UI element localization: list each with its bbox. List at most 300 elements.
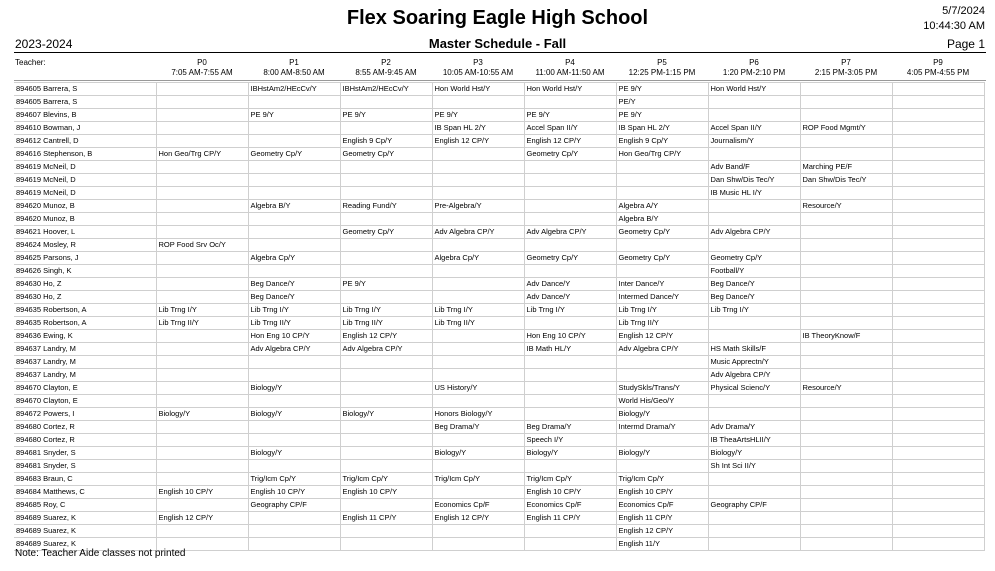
table-row xyxy=(14,187,984,200)
course-cell: English 12 CP/Y xyxy=(616,525,708,538)
course-cell: Marching PE/F xyxy=(800,161,892,174)
course-cell: Geometry Cp/Y xyxy=(524,148,616,161)
course-cell: Lib Trng I/Y xyxy=(616,304,708,317)
course-cell xyxy=(248,356,340,369)
teacher-cell: 894670 Clayton, E xyxy=(14,382,156,395)
course-cell: Lib Trng I/Y xyxy=(156,304,248,317)
teacher-cell: 894680 Cortez, R xyxy=(14,434,156,447)
course-cell: Sh Int Sci II/Y xyxy=(708,460,800,473)
teacher-cell: 894689 Suarez, K xyxy=(14,538,156,551)
course-cell: Beg Dance/Y xyxy=(248,291,340,304)
course-cell xyxy=(340,161,432,174)
course-cell xyxy=(800,525,892,538)
course-cell xyxy=(156,460,248,473)
course-cell xyxy=(892,226,984,239)
course-cell: English 10 CP/Y xyxy=(524,486,616,499)
course-cell xyxy=(800,109,892,122)
course-cell xyxy=(156,382,248,395)
course-cell xyxy=(156,525,248,538)
course-cell: Biology/Y xyxy=(248,382,340,395)
course-cell xyxy=(248,421,340,434)
course-cell xyxy=(248,96,340,109)
course-cell xyxy=(340,356,432,369)
course-cell xyxy=(340,187,432,200)
column-header-divider xyxy=(14,80,986,81)
course-cell xyxy=(616,369,708,382)
course-cell: English 12 CP/Y xyxy=(156,512,248,525)
course-cell xyxy=(800,408,892,421)
period-name: P3 xyxy=(473,58,483,67)
table-row xyxy=(14,265,984,278)
course-cell: Hon World Hst/Y xyxy=(708,83,800,96)
course-cell xyxy=(248,122,340,135)
course-cell xyxy=(892,291,984,304)
course-cell xyxy=(800,460,892,473)
course-cell: Biology/Y xyxy=(156,408,248,421)
course-cell xyxy=(892,369,984,382)
table-row xyxy=(14,330,984,343)
course-cell xyxy=(800,395,892,408)
course-cell: Adv Drama/Y xyxy=(708,421,800,434)
course-cell: ROP Food Mgmt/Y xyxy=(800,122,892,135)
course-cell xyxy=(800,447,892,460)
course-cell: PE 9/Y xyxy=(616,83,708,96)
course-cell xyxy=(432,486,524,499)
course-cell xyxy=(616,239,708,252)
course-cell xyxy=(892,317,984,330)
table-row xyxy=(14,395,984,408)
period-header-p1 xyxy=(248,58,340,78)
course-cell: Lib Trng I/Y xyxy=(524,304,616,317)
course-cell xyxy=(708,330,800,343)
course-cell: Adv Algebra CP/Y xyxy=(708,226,800,239)
course-cell xyxy=(800,187,892,200)
course-cell xyxy=(524,174,616,187)
course-cell xyxy=(708,525,800,538)
course-cell: Adv Dance/Y xyxy=(524,291,616,304)
teacher-cell: 894607 Blevins, B xyxy=(14,109,156,122)
course-cell: Hon World Hst/Y xyxy=(524,83,616,96)
course-cell xyxy=(248,369,340,382)
course-cell xyxy=(340,538,432,551)
course-cell xyxy=(156,161,248,174)
course-cell xyxy=(432,291,524,304)
table-row xyxy=(14,382,984,395)
course-cell xyxy=(340,395,432,408)
teacher-cell: 894670 Clayton, E xyxy=(14,395,156,408)
table-row xyxy=(14,109,984,122)
course-cell: English 11/Y xyxy=(616,538,708,551)
course-cell: English 10 CP/Y xyxy=(248,486,340,499)
course-cell xyxy=(156,278,248,291)
course-cell xyxy=(156,83,248,96)
course-cell xyxy=(340,447,432,460)
course-cell xyxy=(156,226,248,239)
course-cell: Biology/Y xyxy=(248,447,340,460)
course-cell xyxy=(432,174,524,187)
course-cell xyxy=(156,499,248,512)
course-cell: Algebra Cp/Y xyxy=(248,252,340,265)
course-cell: Hon Eng 10 CP/Y xyxy=(524,330,616,343)
course-cell: IB TheaArtsHLII/Y xyxy=(708,434,800,447)
course-cell xyxy=(708,395,800,408)
course-cell xyxy=(156,109,248,122)
course-cell xyxy=(340,239,432,252)
table-row xyxy=(14,317,984,330)
course-cell: Hon Eng 10 CP/Y xyxy=(248,330,340,343)
course-cell xyxy=(156,330,248,343)
course-cell: Resource/Y xyxy=(800,200,892,213)
table-row xyxy=(14,148,984,161)
course-cell xyxy=(524,538,616,551)
period-name: P1 xyxy=(289,58,299,67)
course-cell xyxy=(892,252,984,265)
course-cell xyxy=(800,252,892,265)
period-time: 1:20 PM-2:10 PM xyxy=(722,68,786,77)
course-cell: English 12 CP/Y xyxy=(340,330,432,343)
course-cell: PE 9/Y xyxy=(524,109,616,122)
teacher-cell: 894630 Ho, Z xyxy=(14,278,156,291)
report-title: Flex Soaring Eagle High School xyxy=(346,7,649,29)
course-cell: IB Math HL/Y xyxy=(524,343,616,356)
course-cell: Lib Trng I/Y xyxy=(340,304,432,317)
course-cell: English 11 CP/Y xyxy=(340,512,432,525)
course-cell xyxy=(340,265,432,278)
table-row xyxy=(14,304,984,317)
course-cell: Geometry Cp/Y xyxy=(340,226,432,239)
course-cell xyxy=(800,83,892,96)
course-cell xyxy=(340,291,432,304)
course-cell xyxy=(432,343,524,356)
course-cell xyxy=(248,239,340,252)
course-cell: Lib Trng II/Y xyxy=(432,317,524,330)
course-cell: PE 9/Y xyxy=(340,109,432,122)
course-cell xyxy=(892,109,984,122)
course-cell: Lib Trng I/Y xyxy=(432,304,524,317)
course-cell: Adv Algebra CP/Y xyxy=(248,343,340,356)
course-cell: Geometry Cp/Y xyxy=(340,148,432,161)
teacher-cell: 894619 McNeil, D xyxy=(14,174,156,187)
teacher-cell: 894689 Suarez, K xyxy=(14,525,156,538)
course-cell xyxy=(156,252,248,265)
school-year: 2023-2024 xyxy=(15,37,73,51)
course-cell: English 10 CP/Y xyxy=(156,486,248,499)
course-cell xyxy=(892,382,984,395)
course-cell xyxy=(708,239,800,252)
course-cell: Lib Trng II/Y xyxy=(248,317,340,330)
course-cell xyxy=(340,252,432,265)
course-cell xyxy=(524,382,616,395)
period-header-p3 xyxy=(432,58,524,78)
teacher-cell: 894612 Cantrell, D xyxy=(14,135,156,148)
course-cell xyxy=(340,174,432,187)
course-cell xyxy=(616,265,708,278)
course-cell xyxy=(248,512,340,525)
course-cell xyxy=(432,356,524,369)
course-cell xyxy=(156,473,248,486)
course-cell xyxy=(616,434,708,447)
course-cell xyxy=(524,265,616,278)
course-cell: Biology/Y xyxy=(616,447,708,460)
course-cell xyxy=(524,460,616,473)
course-cell: English 10 CP/Y xyxy=(340,486,432,499)
course-cell xyxy=(432,96,524,109)
period-header-p2 xyxy=(340,58,432,78)
period-time: 10:05 AM-10:55 AM xyxy=(442,68,514,77)
course-cell xyxy=(800,512,892,525)
course-cell xyxy=(432,265,524,278)
course-cell: Algebra B/Y xyxy=(616,213,708,226)
course-cell xyxy=(248,395,340,408)
teacher-column-header: Teacher: xyxy=(15,58,46,67)
teacher-cell: 894616 Stephenson, B xyxy=(14,148,156,161)
course-cell: Adv Algebra CP/Y xyxy=(432,226,524,239)
course-cell xyxy=(524,213,616,226)
course-cell xyxy=(248,265,340,278)
course-cell xyxy=(892,122,984,135)
table-row xyxy=(14,252,984,265)
course-cell: IB Music HL I/Y xyxy=(708,187,800,200)
course-cell: Trig/Icm Cp/Y xyxy=(248,473,340,486)
period-name: P0 xyxy=(197,58,207,67)
course-cell: US History/Y xyxy=(432,382,524,395)
course-cell xyxy=(156,187,248,200)
course-cell: Biology/Y xyxy=(340,408,432,421)
course-cell: Biology/Y xyxy=(524,447,616,460)
course-cell xyxy=(800,356,892,369)
period-header-p0 xyxy=(156,58,248,78)
course-cell xyxy=(800,96,892,109)
course-cell: IBHstAm2/HEcCv/Y xyxy=(248,83,340,96)
table-row xyxy=(14,239,984,252)
course-cell xyxy=(616,187,708,200)
course-cell: Intermd Drama/Y xyxy=(616,421,708,434)
course-cell xyxy=(800,148,892,161)
course-cell xyxy=(156,421,248,434)
course-cell xyxy=(892,278,984,291)
course-cell xyxy=(340,421,432,434)
course-cell: Geometry Cp/Y xyxy=(616,252,708,265)
course-cell xyxy=(892,447,984,460)
course-cell xyxy=(156,434,248,447)
period-name: P9 xyxy=(933,58,943,67)
course-cell xyxy=(892,395,984,408)
course-cell xyxy=(524,200,616,213)
course-cell: ROP Food Srv Oc/Y xyxy=(156,239,248,252)
period-header-p6 xyxy=(708,58,800,78)
course-cell: IBHstAm2/HEcCv/Y xyxy=(340,83,432,96)
course-cell: Journalism/Y xyxy=(708,135,800,148)
course-cell xyxy=(892,161,984,174)
course-cell: Trig/Icm Cp/Y xyxy=(340,473,432,486)
period-name: P6 xyxy=(749,58,759,67)
course-cell xyxy=(892,486,984,499)
course-cell xyxy=(892,96,984,109)
course-cell xyxy=(708,200,800,213)
course-cell xyxy=(156,291,248,304)
course-cell xyxy=(892,512,984,525)
period-name: P2 xyxy=(381,58,391,67)
course-cell xyxy=(800,226,892,239)
course-cell: Accel Span II/Y xyxy=(524,122,616,135)
course-cell: Hon World Hst/Y xyxy=(432,83,524,96)
course-cell xyxy=(524,525,616,538)
course-cell: Biology/Y xyxy=(248,408,340,421)
course-cell: Economics Cp/F xyxy=(616,499,708,512)
course-cell: World His/Geo/Y xyxy=(616,395,708,408)
course-cell: Algebra Cp/Y xyxy=(432,252,524,265)
course-cell xyxy=(708,317,800,330)
course-cell: Trig/Icm Cp/Y xyxy=(616,473,708,486)
table-row xyxy=(14,408,984,421)
course-cell xyxy=(432,330,524,343)
course-cell xyxy=(892,434,984,447)
course-cell xyxy=(892,460,984,473)
teacher-cell: 894619 McNeil, D xyxy=(14,187,156,200)
course-cell xyxy=(248,213,340,226)
course-cell xyxy=(340,382,432,395)
course-cell: Adv Algebra CP/Y xyxy=(616,343,708,356)
course-cell xyxy=(892,265,984,278)
table-row xyxy=(14,525,984,538)
table-row xyxy=(14,512,984,525)
course-cell xyxy=(800,473,892,486)
teacher-cell: 894610 Bowman, J xyxy=(14,122,156,135)
course-cell xyxy=(524,369,616,382)
teacher-cell: 894637 Landry, M xyxy=(14,369,156,382)
course-cell: Football/Y xyxy=(708,265,800,278)
course-cell: Geography CP/F xyxy=(708,499,800,512)
teacher-cell: 894605 Barrera, S xyxy=(14,83,156,96)
course-cell: Dan Shw/Dis Tec/Y xyxy=(708,174,800,187)
course-cell xyxy=(892,148,984,161)
course-cell xyxy=(800,304,892,317)
course-cell xyxy=(892,525,984,538)
period-time: 12:25 PM-1:15 PM xyxy=(628,68,696,77)
course-cell xyxy=(892,174,984,187)
course-cell xyxy=(432,525,524,538)
course-cell xyxy=(432,187,524,200)
course-cell: Beg Dance/Y xyxy=(708,291,800,304)
course-cell: Adv Algebra CP/Y xyxy=(708,369,800,382)
course-cell: Physical Scienc/Y xyxy=(708,382,800,395)
teacher-cell: 894620 Munoz, B xyxy=(14,213,156,226)
table-row xyxy=(14,135,984,148)
course-cell xyxy=(800,135,892,148)
print-date: 5/7/2024 xyxy=(942,5,985,17)
table-row xyxy=(14,499,984,512)
course-cell xyxy=(156,135,248,148)
period-name: P7 xyxy=(841,58,851,67)
teacher-cell: 894689 Suarez, K xyxy=(14,512,156,525)
course-cell xyxy=(156,96,248,109)
course-cell: English 12 CP/Y xyxy=(616,330,708,343)
course-cell: Lib Trng I/Y xyxy=(708,304,800,317)
course-cell: Algebra B/Y xyxy=(248,200,340,213)
course-cell xyxy=(156,200,248,213)
period-header-p4 xyxy=(524,58,616,78)
course-cell: Dan Shw/Dis Tec/Y xyxy=(800,174,892,187)
course-cell: English 12 CP/Y xyxy=(432,512,524,525)
course-cell xyxy=(616,161,708,174)
course-cell xyxy=(708,213,800,226)
course-cell xyxy=(708,96,800,109)
table-row xyxy=(14,174,984,187)
course-cell xyxy=(156,122,248,135)
period-name: P4 xyxy=(565,58,575,67)
course-cell xyxy=(156,356,248,369)
course-cell: PE 9/Y xyxy=(432,109,524,122)
course-cell xyxy=(892,187,984,200)
period-time: 11:00 AM-11:50 AM xyxy=(535,68,605,77)
period-time: 8:00 AM-8:50 AM xyxy=(263,68,325,77)
table-row xyxy=(14,161,984,174)
course-cell: Algebra A/Y xyxy=(616,200,708,213)
course-cell xyxy=(524,317,616,330)
course-cell xyxy=(524,408,616,421)
course-cell xyxy=(248,187,340,200)
course-cell xyxy=(340,122,432,135)
period-time: 7:05 AM-7:55 AM xyxy=(171,68,233,77)
course-cell: Honors Biology/Y xyxy=(432,408,524,421)
course-cell xyxy=(708,538,800,551)
course-cell: StudySkls/Trans/Y xyxy=(616,382,708,395)
course-cell xyxy=(892,213,984,226)
print-time: 10:44:30 AM xyxy=(923,20,985,32)
teacher-cell: 894624 Mosley, R xyxy=(14,239,156,252)
table-row xyxy=(14,421,984,434)
teacher-cell: 894683 Braun, C xyxy=(14,473,156,486)
course-cell: Geometry Cp/Y xyxy=(708,252,800,265)
course-cell xyxy=(432,460,524,473)
course-cell xyxy=(616,460,708,473)
course-cell xyxy=(248,161,340,174)
course-cell xyxy=(432,148,524,161)
course-cell xyxy=(892,135,984,148)
period-time: 2:15 PM-3:05 PM xyxy=(814,68,878,77)
course-cell xyxy=(616,356,708,369)
course-cell xyxy=(892,239,984,252)
table-row xyxy=(14,434,984,447)
teacher-cell: 894681 Snyder, S xyxy=(14,460,156,473)
course-cell xyxy=(340,369,432,382)
course-cell xyxy=(800,278,892,291)
course-cell: Reading Fund/Y xyxy=(340,200,432,213)
course-cell xyxy=(432,278,524,291)
table-row xyxy=(14,213,984,226)
course-cell xyxy=(800,369,892,382)
course-cell: Lib Trng II/Y xyxy=(616,317,708,330)
course-cell: IB Span HL 2/Y xyxy=(616,122,708,135)
teacher-cell: 894635 Robertson, A xyxy=(14,317,156,330)
teacher-cell: 894605 Barrera, S xyxy=(14,96,156,109)
course-cell xyxy=(524,161,616,174)
course-cell xyxy=(800,213,892,226)
table-row xyxy=(14,460,984,473)
course-cell xyxy=(156,174,248,187)
teacher-cell: 894620 Munoz, B xyxy=(14,200,156,213)
course-cell xyxy=(800,239,892,252)
table-row xyxy=(14,356,984,369)
teacher-cell: 894625 Parsons, J xyxy=(14,252,156,265)
course-cell: Biology/Y xyxy=(432,447,524,460)
course-cell xyxy=(248,538,340,551)
course-cell xyxy=(800,421,892,434)
course-cell: Hon Geo/Trg CP/Y xyxy=(156,148,248,161)
course-cell: Resource/Y xyxy=(800,382,892,395)
teacher-cell: 894680 Cortez, R xyxy=(14,421,156,434)
course-cell xyxy=(708,408,800,421)
